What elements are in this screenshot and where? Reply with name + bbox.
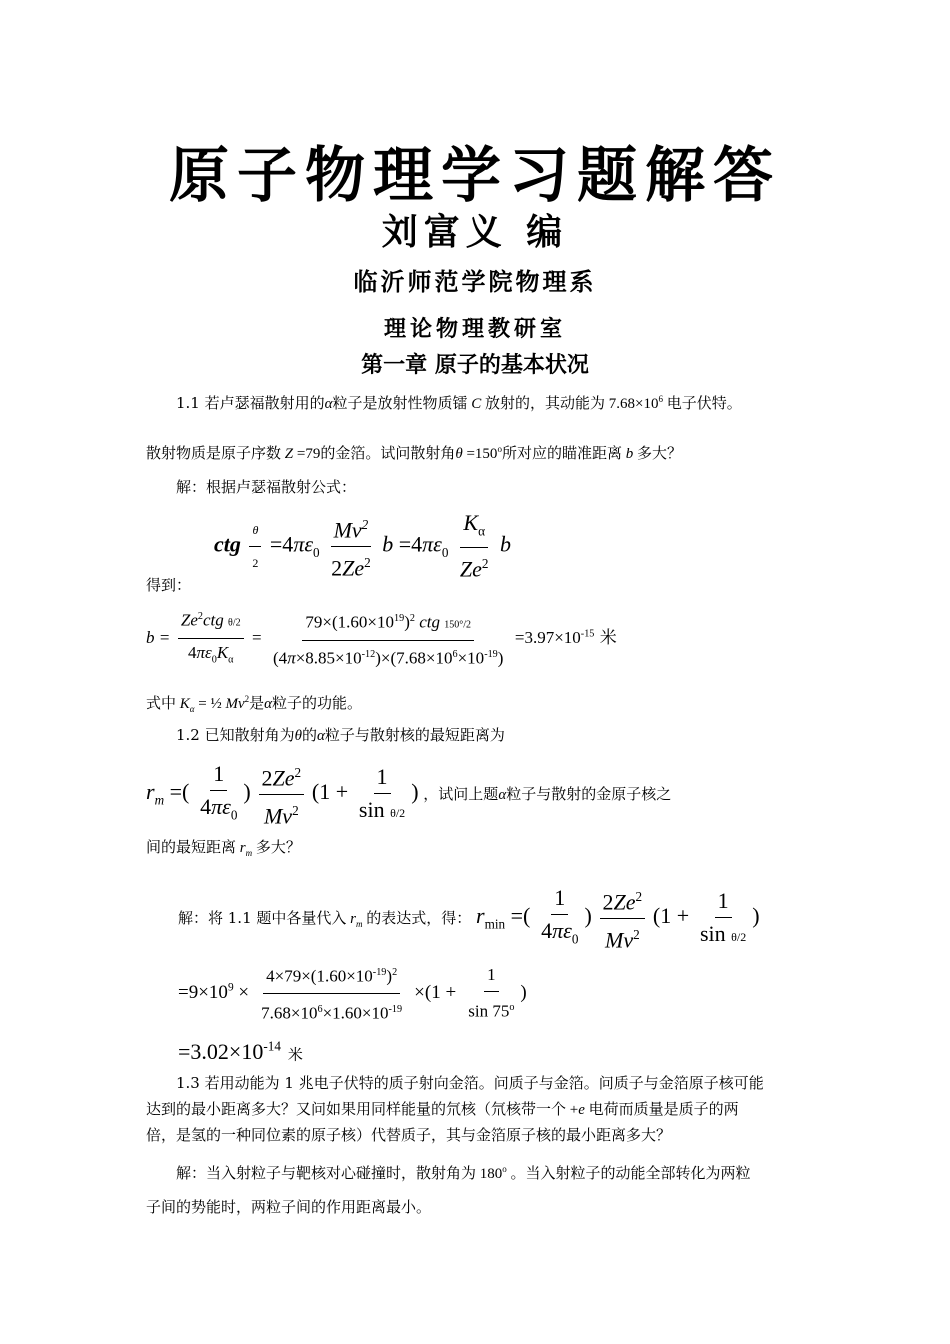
office: 理论物理教研室 (383, 316, 566, 342)
problem-1-2-line-3: 间的最短距离 $r_m$ 多大？ (146, 838, 301, 858)
problem-1-2-calculation: $=9\times 10^9$ × $\frac{4\times 79\times(1.60\times 10^{-19})^2}{7.68\times 10^6\times 1.60\times 10^{-19}}$ ×(1 + $\frac{1}{\sin 75^o}$ ) (178, 958, 527, 1028)
document-title: 原子物理学习题解答 (169, 141, 781, 211)
rutherford-formula: ctg $\frac{\theta}{2}$ $=4\pi\varepsilon_0$ $\frac{Mv^2}{2Ze^2}$ $b =4\pi\varepsilon_0$ $\frac{K_\alpha}{Ze^2}$ b (214, 510, 512, 582)
problem-1-1-line-2: 散射物质是原子序数 Z =79的金箔。试问散射角$\theta =150^o$所对应的瞄准距离 b 多大？ (146, 444, 682, 462)
problem-1-1-solution-intro: 解：根据卢瑟福散射公式： (176, 478, 357, 496)
problem-1-2-line-1: 1.2 已知散射角为θ的α粒子与散射核的最短距离为 (176, 726, 505, 744)
got-label: 得到： (146, 576, 192, 594)
impact-parameter-result: b = $\frac{Ze^2ctg \theta/2}{4\pi\varepsilon_0K_\alpha}$ = $\frac{79\times(1.60\times 10^{19})^2 ctg 150^\circ/2}{(4\pi\times 8.85\times 10^{-12})\times(7.68\times 10^6\times 10^{-19})}$ $=3.97\times 10^{-15}$ 米 (146, 604, 617, 673)
problem-1-2-formula: $r_m$ =( $\frac{1}{4\pi\varepsilon_0}$ ) $\frac{2Ze^2}{Mv^2}$ (1 + $\frac{1}{\text{sin θ/2}}$ ) ，试问上题α粒子与散射的金原子核之 (146, 758, 671, 832)
problem-1-3-line-1: 1.3 若用动能为 1 兆电子伏特的质子射向金箔。问质子与金箔。问质子与金箔原子核可能 (176, 1074, 764, 1092)
problem-1-2-solution: 解：将 1.1 题中各量代入 $r_m$ 的表达式，得： $r_{min}$ =( $\frac{1}{4\pi\varepsilon_0}$ ) $\frac{2Ze^2}{Mv^2}$ (1 + $\frac{1}{\text{sin θ/2}}$ ) (178, 882, 760, 956)
problem-1-3-line-2: 达到的最小距离多大？又问如果用同样能量的氘核（氘核带一个 +e 电荷而质量是质子的两 (146, 1100, 739, 1118)
kinetic-energy-note: 式中 $K_\alpha$ = ½ Mv$^2$是α粒子的功能。 (146, 694, 363, 714)
problem-1-3-solution-line-1: 解：当入射粒子与靶核对心碰撞时，散射角为 180$^o$ 。当入射粒子的动能全部转化为两粒 (176, 1164, 751, 1182)
problem-1-1-line-1: 1.1 若卢瑟福散射用的α粒子是放射性物质镭 C 放射的，其动能为 $7.68\times 10^6$ 电子伏特。 (176, 394, 742, 412)
chapter-heading: 第一章 原子的基本状况 (361, 353, 589, 378)
problem-1-3-solution-line-2: 子间的势能时，两粒子间的作用距离最小。 (146, 1198, 432, 1216)
problem-1-3-line-3: 倍，是氢的一种同位素的原子核）代替质子，其与金箔原子核的最小距离多大？ (146, 1126, 672, 1144)
problem-1-2-result: $=3.02\times 10^{-14}$ 米 (178, 1039, 303, 1065)
author: 刘富义 编 (381, 211, 569, 253)
institution: 临沂师范学院物理系 (353, 267, 597, 296)
